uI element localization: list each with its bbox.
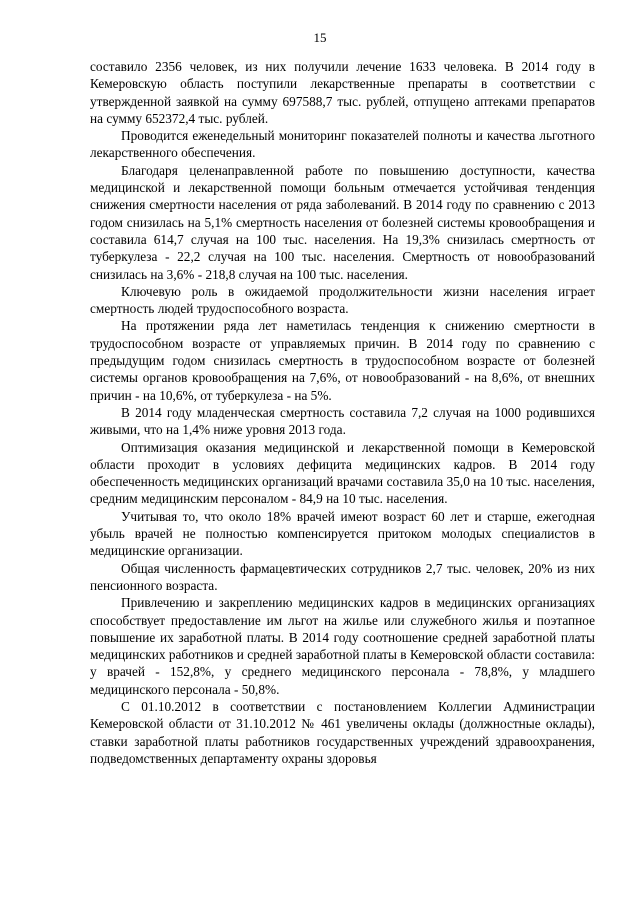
paragraph: Ключевую роль в ожидаемой продолжительности жизни населения играет смертность людей трудоспособного возраста. [90,283,595,317]
paragraph: Общая численность фармацевтических сотрудников 2,7 тыс. человек, 20% из них пенсионного возраста. [90,560,595,593]
paragraph: Благодаря целенаправленной работе по повышению доступности, качества медицинской и лекарственной помощи больным отмечается устойчивая тенденция снижения смертности населения от ряда заболеваний. В 2014 году по сравнению с 2013 годом снизилась на 5,1% смертность населения от болезней системы кровообращения и составила 614,7 случая на 100 тыс. населения. На 19,3% снизилась смертность от туберкулеза - 22,2 случая на 100 тыс. населения. Смертность от новообразований снизилась на 3,6% - 218,8 случая на 100 тыс. населения. [90,162,595,282]
paragraph: Учитывая то, что около 18% врачей имеют возраст 60 лет и старше, ежегодная убыль врачей не полностью компенсируется притоком молодых специалистов в медицинские организации. [90,508,595,559]
paragraph: Проводится еженедельный мониторинг показателей полноты и качества льготного лекарственного обеспечения. [90,128,595,161]
paragraph: Привлечению и закреплению медицинских кадров в медицинских организациях способствует предоставление им льгот на жилье или служебного жилья и поэтапное повышение их заработной платы. В 2014 году соотношение средней заработной платы медицинских работников и средней заработной платы в Кемеровской области составила: у врачей - 152,8%, у среднего медицинского персонала - 78,8%, у младшего медицинского персонала - 50,8%. [90,595,595,697]
page-number: 15 [313,30,327,45]
body-text [90,58,595,767]
paragraph: Оптимизация оказания медицинской и лекарственной помощи в Кемеровской области проходит в условиях дефицита медицинских кадров. В 2014 году обеспеченность медицинских организаций врачами составила 35,0 на 10 тыс. населения, средним медицинским персоналом - 84,9 на 10 тыс. населения. [90,439,595,507]
paragraph: В 2014 году младенческая смертность составила 7,2 случая на 1000 родившихся живыми, что на 1,4% ниже уровня 2013 года. [90,404,595,438]
paragraph: На протяжении ряда лет наметилась тенденция к снижению смертности в трудоспособном возрасте от управляемых причин. В 2014 году по сравнению с предыдущим годом снизилась смертность в трудоспособном возрасте от болезней системы органов кровообращения на 7,6%, от новообразований - на 8,6%, от внешних причин - на 10,6%, от туберкулеза - на 5%. [90,318,595,403]
paragraph: составило 2356 человек, из них получили лечение 1633 человека. В 2014 году в Кемеровскую область поступили лекарственные препараты в соответствии с утвержденной заявкой на сумму 697588,7 тыс. рублей, отпущено аптеками препаратов на сумму 652372,4 тыс. рублей. [90,59,595,126]
paragraph: С 01.10.2012 в соответствии с постановлением Коллегии Администрации Кемеровской области от 31.10.2012 № 461 увеличены оклады (должностные оклады), ставки заработной платы работников государственных учреждений здравоохранения, подведомственных департаменту охраны здоровья [90,698,595,766]
